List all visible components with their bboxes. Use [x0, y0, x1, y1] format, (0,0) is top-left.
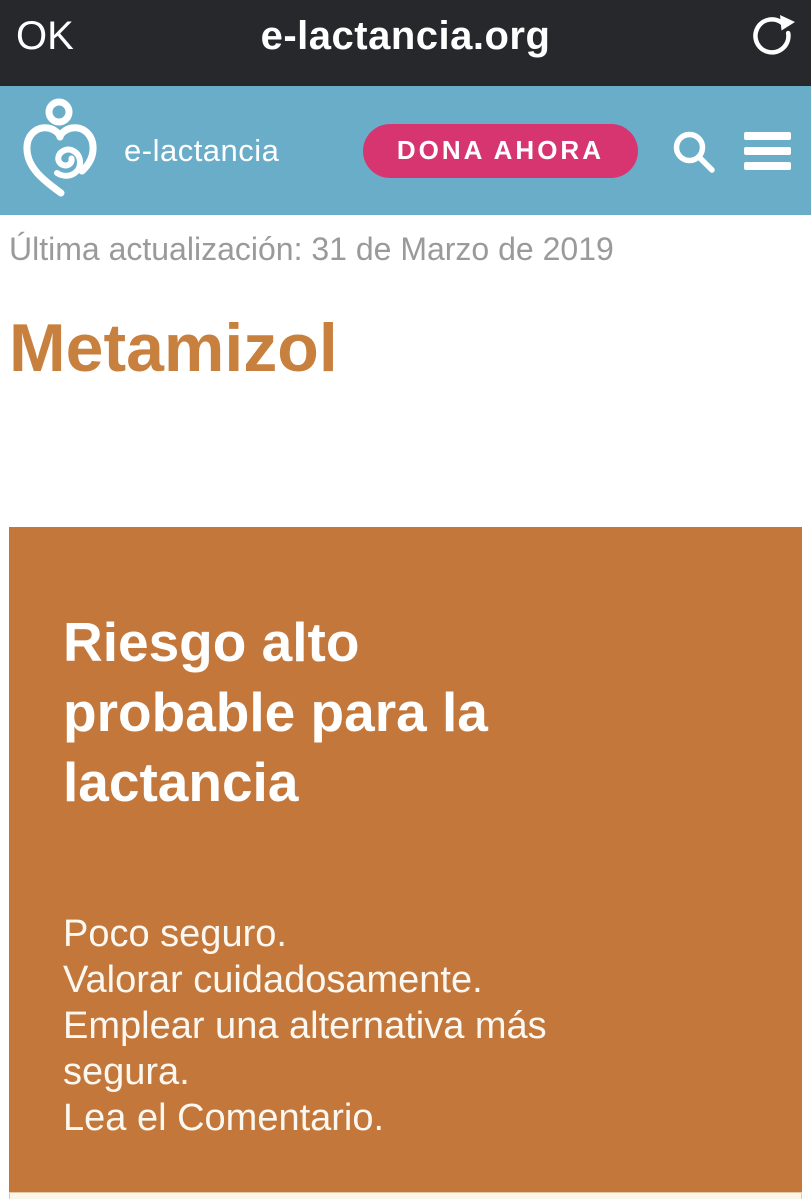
last-update-text: Última actualización: 31 de Marzo de 2019 [9, 231, 614, 267]
search-button[interactable] [670, 128, 716, 174]
risk-description [63, 911, 748, 1141]
address-url[interactable]: e-lactancia.org [260, 13, 551, 58]
menu-button[interactable] [744, 132, 791, 170]
brand-name[interactable]: e-lactancia [124, 132, 280, 168]
refresh-button[interactable] [749, 13, 795, 59]
hamburger-icon [744, 132, 791, 140]
mother-baby-logo-icon[interactable] [20, 98, 112, 204]
done-button[interactable]: OK [16, 13, 74, 58]
risk-heading-line: lactancia [63, 751, 299, 813]
browser-top-bar [0, 0, 811, 86]
risk-description-line: Valorar cuidadosamente. [63, 959, 483, 1001]
next-section-peek [9, 1192, 802, 1199]
page-title: Metamizol [9, 310, 338, 386]
risk-description-line: Lea el Comentario. [63, 1097, 385, 1139]
risk-heading-line: probable para la [63, 681, 488, 743]
site-header [0, 86, 811, 215]
donate-button[interactable]: DONA AHORA [363, 124, 638, 178]
risk-description-line: Emplear una alternativa más [63, 1005, 547, 1047]
search-icon [670, 128, 716, 174]
risk-description-line: segura. [63, 1051, 190, 1093]
article-content [0, 227, 811, 1199]
risk-description-line: Poco seguro. [63, 913, 287, 955]
risk-banner [9, 527, 802, 1192]
risk-heading-line: Riesgo alto [63, 611, 360, 673]
refresh-icon [749, 13, 795, 59]
risk-heading [63, 607, 748, 817]
